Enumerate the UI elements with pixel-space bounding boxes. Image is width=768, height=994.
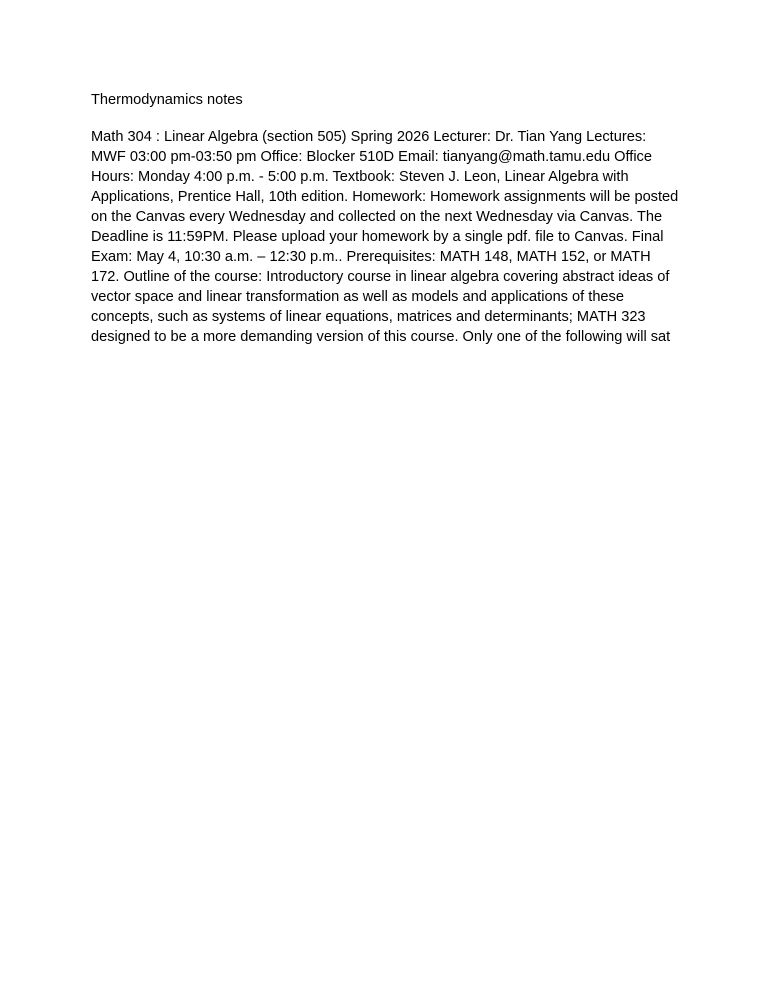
document-title: Thermodynamics notes: [91, 92, 243, 108]
document-paragraph: Math 304 : Linear Algebra (section 505) Spring 2026 Lecturer: Dr. Tian Yang Lectures: MWF 03:00 pm-03:50 pm Office: Blocker 510D Email: tianyang@math.tamu.edu Office Hours: Monday 4:00 p.m. - 5:00 p.m. Textbook: Steven J. Leon, Linear Algebra with Applications, Prentice Hall, 10th edition. Homework: Homework assignments will be posted on the Canvas every Wednesday and collected on the next Wednesday via Canvas. The Deadline is 11:59PM. Please upload your homework by a single pdf. file to Canvas. Final Exam: May 4, 10:30 a.m. – 12:30 p.m.. Prerequisites: MATH 148, MATH 152, or MATH 172. Outline of the course: Introductory course in linear algebra covering abstract ideas of vector space and linear transformation as well as models and applications of these concepts, such as systems of linear equations, matrices and determinants; MATH 323 designed to be a more demanding version of this course. Only one of the following will sat: [91, 129, 679, 345]
